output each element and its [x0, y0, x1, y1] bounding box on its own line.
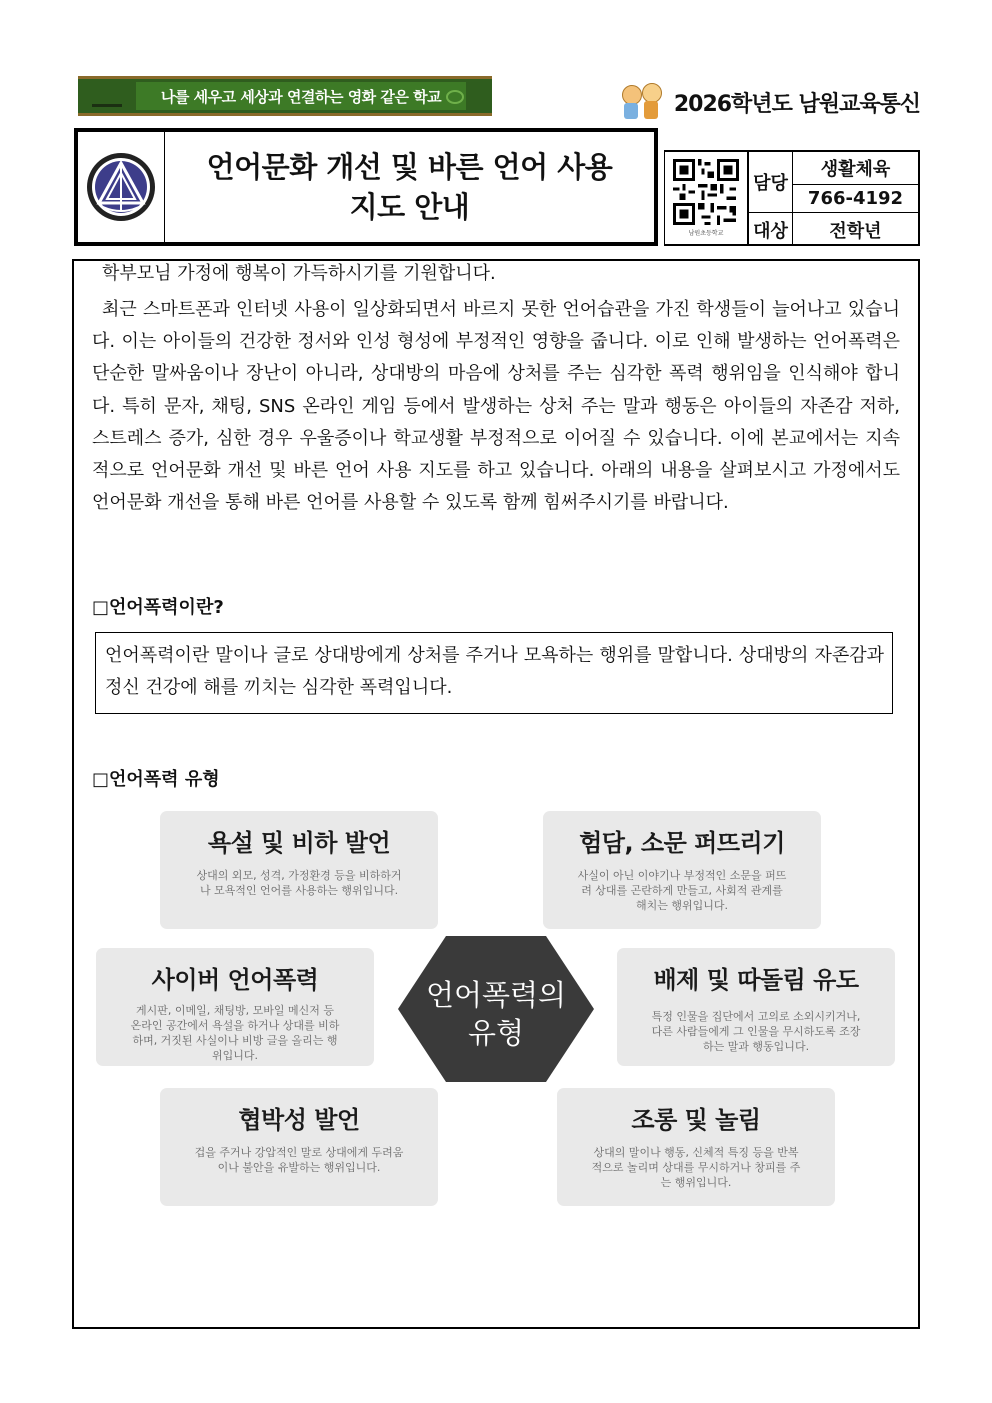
title-box — [74, 128, 658, 246]
center-hexagon — [398, 936, 594, 1082]
type-description: 사실이 아닌 이야기나 부정적인 소문을 퍼뜨려 상대를 곤란하게 만들고, 사회적 관계를 해치는 행위입니다. — [577, 869, 787, 912]
type-title: 협박성 발언 — [238, 1106, 360, 1134]
title-line-2: 지도 안내 — [349, 190, 470, 224]
type-card-threat — [160, 1088, 438, 1206]
qr-code — [665, 152, 748, 244]
phone-value: 766-4192 — [792, 184, 918, 212]
center-label-line-2: 유형 — [467, 1016, 525, 1050]
type-title: 욕설 및 비하 발언 — [207, 829, 391, 857]
contact-info-box — [664, 150, 920, 246]
type-title: 험담, 소문 퍼뜨리기 — [579, 829, 785, 857]
greeting-text: 학부모님 가정에 행복이 가득하시기를 기원합니다. — [102, 263, 496, 284]
speech-bubble-icon — [446, 90, 464, 104]
banner-slogan: 나를 세우고 세상과 연결하는 영화 같은 학교 — [136, 82, 466, 110]
type-description: 상대의 외모, 성격, 가정환경 등을 비하하거나 모욕적인 언어를 사용하는 행위입니다. — [196, 869, 402, 897]
info-table — [748, 152, 918, 244]
type-card-exclusion — [617, 948, 895, 1066]
dept-value: 생활체육 — [792, 152, 918, 184]
issue-title: 2026학년도 남원교육통신 — [673, 91, 920, 117]
section-heading-definition: □언어폭력이란? — [92, 597, 224, 618]
target-label: 대상 — [748, 212, 792, 246]
definition-box: 언어폭력이란 말이나 글로 상대방에게 상처를 주거나 모욕하는 행위를 말합니다. 상대방의 자존감과 정신 건강에 해를 끼치는 심각한 폭력입니다. — [95, 632, 893, 714]
charge-label: 담당 — [748, 152, 792, 212]
intro-paragraph: 최근 스마트폰과 인터넷 사용이 일상화되면서 바르지 못한 언어습관을 가진 학생들이 늘어나고 있습니다. 이는 아이들의 건강한 정서와 인성 형성에 부정적인 영향을 줍니다. 이로 인해 발생하는 언어폭력은 단순한 말싸움이나 장난이 아니라, 상대방의 마음에 상처를 주는 심각한 폭력 행위임을 인식해야 합니다. 특히 문자, 채팅, SNS 온라인 게임 등에서 발생하는 상처 주는 말과 행동은 아이들의 자존감 저하, 스트레스 증가, 심한 경우 우울증이나 학교생활 부정적으로 이어질 수 있습니다. 이에 본교에서는 지속적으로 언어문화 개선 및 바른 언어 사용 지도를 하고 있습니다. 아래의 내용을 살펴보시고 가정에서도 언어문화 개선을 통해 바른 언어를 사용할 수 있도록 함께 힘써주시기를 바랍니다. — [92, 299, 900, 514]
school-emblem-icon — [85, 151, 157, 223]
type-card-insult — [160, 811, 438, 929]
center-label-line-1: 언어폭력의 — [425, 978, 567, 1012]
type-description: 상대의 말이나 행동, 신체적 특징 등을 반복적으로 놀리며 상대를 무시하거나 창피를 주는 행위입니다. — [591, 1146, 801, 1189]
type-description: 게시판, 이메일, 채팅방, 모바일 메신저 등 온라인 공간에서 욕설을 하거나 상대를 비하하며, 거짓된 사실이나 비방 글을 올리는 행위입니다. — [130, 1004, 340, 1062]
type-description: 특정 인물을 집단에서 고의로 소외시키거나, 다른 사람들에게 그 인물을 무시하도록 조장하는 말과 행동입니다. — [651, 1010, 861, 1053]
children-illustration-icon — [620, 83, 664, 121]
type-card-rumor — [543, 811, 821, 929]
type-title: 사이버 언어폭력 — [151, 966, 319, 994]
type-title: 조롱 및 놀림 — [631, 1106, 761, 1134]
type-title: 배제 및 따돌림 유도 — [653, 966, 859, 994]
qr-caption: 남원초등학교 — [688, 230, 724, 237]
section-heading-types: □언어폭력 유형 — [92, 769, 220, 790]
type-description: 겁을 주거나 강압적인 말로 상대에게 두려움이나 불안을 유발하는 행위입니다. — [194, 1146, 404, 1174]
type-card-cyber — [96, 948, 374, 1066]
qr-code-icon — [673, 159, 739, 225]
banner-dash-decoration — [92, 104, 122, 107]
school-logo — [78, 132, 165, 242]
school-slogan-banner — [78, 76, 492, 116]
type-card-mockery — [557, 1088, 835, 1206]
title-line-1: 언어문화 개선 및 바른 언어 사용 — [206, 150, 613, 184]
document-title — [165, 132, 654, 242]
target-value: 전학년 — [792, 212, 918, 246]
issue-header — [620, 82, 920, 122]
